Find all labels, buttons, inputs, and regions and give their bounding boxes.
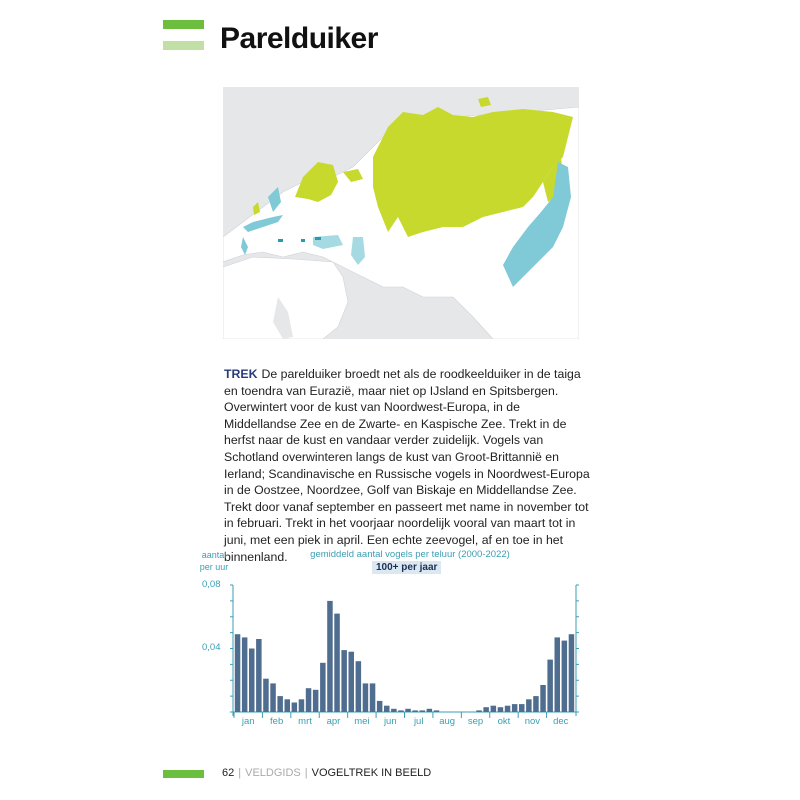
month-label-apr: apr xyxy=(326,716,341,727)
footer-book-title: VOGELTREK IN BEELD xyxy=(311,767,432,779)
chart-bar xyxy=(398,710,404,712)
chart-bar xyxy=(285,699,291,712)
chart-bar xyxy=(540,685,546,712)
month-label-dec: dec xyxy=(553,716,569,727)
chart-bar xyxy=(533,696,539,712)
footer-section: VELDGIDS xyxy=(245,767,301,779)
migration-text xyxy=(224,366,594,565)
chart-bar xyxy=(512,704,518,712)
chart-bar xyxy=(313,690,319,712)
chart-bar xyxy=(384,706,390,712)
chart-bar xyxy=(341,650,347,712)
chart-subtitle: 100+ per jaar xyxy=(372,561,441,574)
chart-bar xyxy=(377,701,383,712)
chart-plot xyxy=(180,545,600,735)
chart-bar xyxy=(491,706,497,712)
chart-bar xyxy=(363,683,369,712)
y-tick-008: 0,08 xyxy=(202,579,221,590)
accent-bar-bottom xyxy=(163,41,204,50)
y-axis-label: aantal per uur xyxy=(199,550,229,572)
chart-bar xyxy=(505,706,511,712)
accent-bar-top xyxy=(163,20,204,29)
chart-bar xyxy=(320,663,326,712)
chart-bar xyxy=(242,637,248,712)
chart-bar xyxy=(526,699,532,712)
chart-title: gemiddeld aantal vogels per teluur (2000-2022) xyxy=(310,549,510,560)
chart-bar xyxy=(334,614,340,712)
month-label-jun: jun xyxy=(383,716,397,727)
month-label-mrt: mrt xyxy=(298,716,312,727)
month-label-mei: mei xyxy=(354,716,370,727)
map-graphic xyxy=(223,87,579,339)
month-label-feb: feb xyxy=(270,716,284,727)
chart-bar xyxy=(412,710,418,712)
chart-bar xyxy=(405,709,411,712)
chart-bar xyxy=(498,707,504,712)
chart-bar xyxy=(434,710,440,712)
chart-bar xyxy=(277,696,283,712)
chart-bar xyxy=(427,709,433,712)
chart-bar xyxy=(292,703,298,713)
month-label-okt: okt xyxy=(497,716,511,727)
chart-bar xyxy=(391,709,397,712)
month-label-nov: nov xyxy=(524,716,541,727)
section-label: TREK xyxy=(224,367,258,381)
chart-bar xyxy=(356,661,362,712)
y-tick-004: 0,04 xyxy=(202,642,221,653)
chart-bar xyxy=(235,634,241,712)
chart-bar xyxy=(420,710,426,712)
chart-bar xyxy=(562,641,568,712)
chart-bar xyxy=(306,688,312,712)
chart-bar xyxy=(256,639,262,712)
chart-bar xyxy=(476,710,482,712)
chart-bar xyxy=(370,683,376,712)
month-label-jul: jul xyxy=(413,716,424,727)
chart-bar xyxy=(519,704,525,712)
chart-bar xyxy=(547,660,553,712)
chart-bar xyxy=(327,601,333,712)
chart-bar xyxy=(263,679,269,712)
month-label-sep: sep xyxy=(467,716,484,727)
chart-bar xyxy=(483,707,489,712)
page-footer: 62 | VELDGIDS | VOGELTREK IN BEELD xyxy=(222,767,432,779)
month-label-jan: jan xyxy=(241,716,255,727)
chart-bar xyxy=(349,652,355,712)
section-body: De parelduiker broedt net als de roodkeelduiker in de taiga en toendra van Eurazië, maar niet op IJsland en Spitsbergen. Overwintert voor de kust van Noordwest-Europa, in de Middellandse Zee en de Zwarte- en Kaspische Zee. Trekt in de herfst naar de kust en vandaar verder zuidelijk. Vogels van Schotland overwinteren langs de kust van Groot-Brittannië en Ierland; Scandinavische en Russische vogels in Noordwest-Europa in de Oostzee, Noordzee, Golf van Biskaje en Middellandse Zee. Trekt door vanaf september en passeert met name in november tot in februari. Trekt in het voorjaar noordelijk vooral van maart tot in juni, met een piek in april. Een echte zeevogel, af en toe in het binnenland. xyxy=(224,367,590,564)
chart-bar xyxy=(299,699,305,712)
page-title: Parelduiker xyxy=(220,22,378,55)
migration-chart xyxy=(180,545,600,735)
chart-bar xyxy=(249,649,255,713)
chart-bar xyxy=(569,634,575,712)
distribution-map xyxy=(223,87,579,339)
chart-bar xyxy=(555,637,561,712)
footer-accent-bar xyxy=(163,770,204,778)
page-number: 62 xyxy=(222,767,235,779)
month-label-aug: aug xyxy=(439,716,456,727)
chart-bar xyxy=(270,683,276,712)
